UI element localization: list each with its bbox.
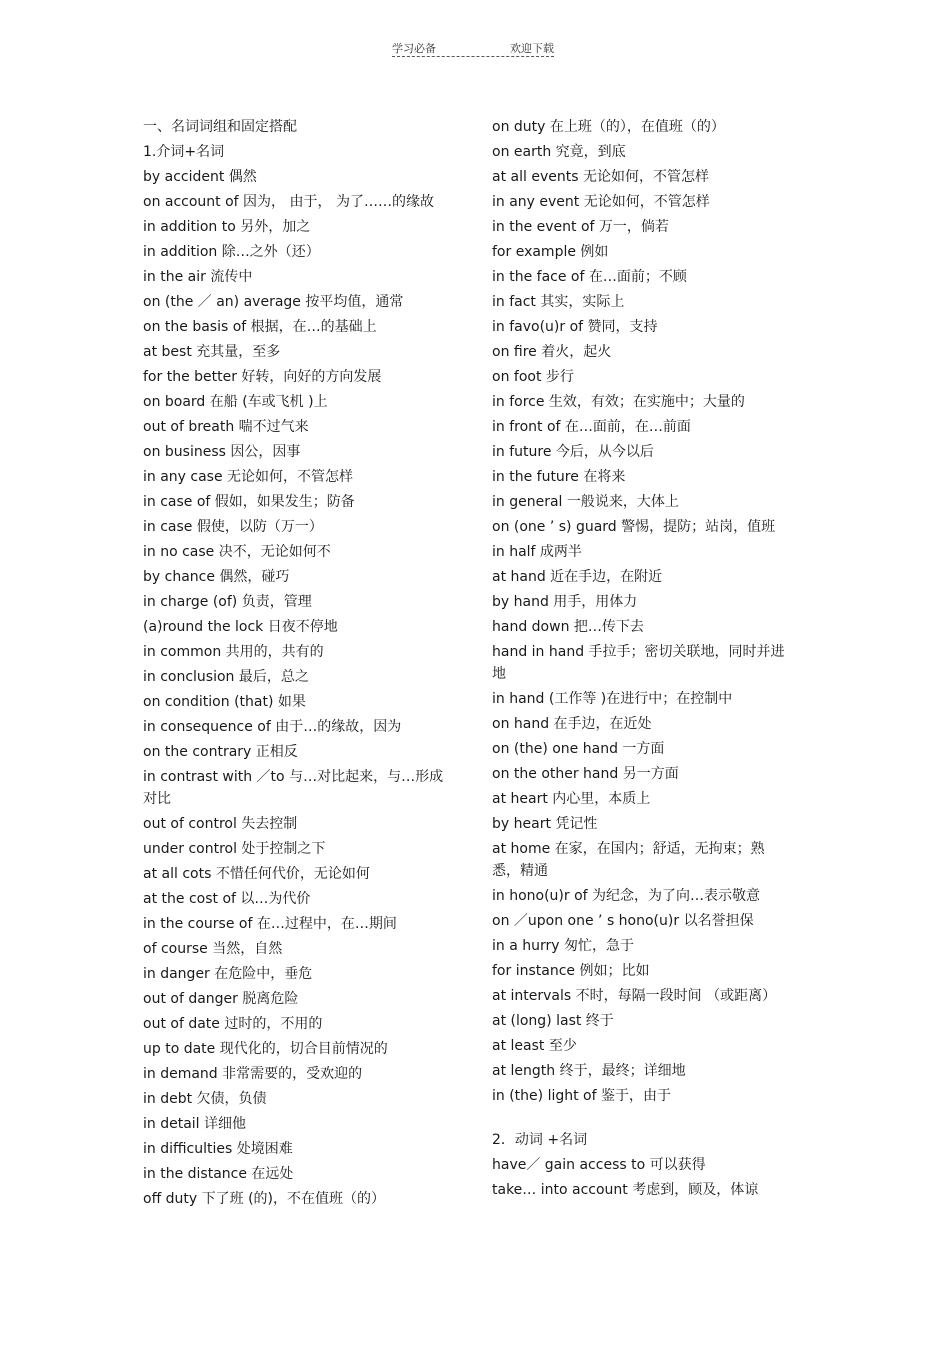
phrase-entry: up to date 现代化的，切合目前情况的 [143, 1041, 388, 1057]
phrase-entry: at all cots 不惜任何代价，无论如何 [143, 866, 370, 882]
phrase-entry: in any event 无论如何，不管怎样 [492, 194, 710, 210]
phrase-entry: at intervals 不时，每隔一段时间 （或距离） [492, 988, 777, 1004]
phrase-entry: at the cost of 以…为代价 [143, 891, 311, 907]
phrase-entry: out of date 过时的，不用的 [143, 1016, 323, 1032]
phrase-entry: have／ gain access to 可以获得 [492, 1157, 706, 1173]
phrase-entry: on duty 在上班（的），在值班（的） [492, 119, 725, 135]
phrase-entry: in future 今后，从今以后 [492, 444, 654, 460]
header-right-text: 欢迎下载 [510, 42, 554, 55]
phrase-entry: in the course of 在…过程中，在…期间 [143, 916, 397, 932]
phrase-entry: in the air 流传中 [143, 269, 253, 285]
phrase-entry: out of control 失去控制 [143, 816, 298, 832]
phrase-entry: on the basis of 根据，在…的基础上 [143, 319, 377, 335]
phrase-entry: hand down 把…传下去 [492, 619, 644, 635]
phrase-entry: on foot 步行 [492, 369, 574, 385]
phrase-entry: by chance 偶然，碰巧 [143, 569, 290, 585]
phrase-entry: for the better 好转，向好的方向发展 [143, 369, 382, 385]
phrase-entry: in hono(u)r of 为纪念，为了向…表示敬意 [492, 888, 761, 904]
phrase-entry: in common 共用的，共有的 [143, 644, 324, 660]
phrase-entry: by heart 凭记性 [492, 816, 598, 832]
phrase-entry: in consequence of 由于…的缘故，因为 [143, 719, 402, 735]
phrase-entry: in front of 在…面前，在…前面 [492, 419, 691, 435]
phrase-entry: at hand 近在手边，在附近 [492, 569, 663, 585]
left-column [143, 116, 453, 1213]
phrase-entry: for instance 例如；比如 [492, 963, 650, 979]
phrase-entry: in case 假使，以防（万一） [143, 519, 323, 535]
phrase-entry: out of danger 脱离危险 [143, 991, 299, 1007]
phrase-entry: by hand 用手，用体力 [492, 594, 638, 610]
phrase-entry: at (long) last 终于 [492, 1013, 614, 1029]
phrase-entry: in case of 假如，如果发生；防备 [143, 494, 355, 510]
phrase-entry: (a)round the lock 日夜不停地 [143, 619, 338, 635]
phrase-entry: 2．动词 +名词 [492, 1132, 588, 1148]
phrase-entry: on (the ／ an) average 按平均值，通常 [143, 294, 404, 310]
phrase-entry: in fact 其实，实际上 [492, 294, 625, 310]
phrase-entry: in debt 欠债，负债 [143, 1091, 267, 1107]
phrase-entry: in force 生效，有效；在实施中；大量的 [492, 394, 745, 410]
phrase-entry: of course 当然，自然 [143, 941, 283, 957]
phrase-entry: in (the) light of 鉴于，由于 [492, 1088, 671, 1104]
phrase-entry: off duty 下了班 (的)，不在值班（的） [143, 1191, 386, 1207]
phrase-entry: in the event of 万一，倘若 [492, 219, 669, 235]
phrase-entry: at heart 内心里，本质上 [492, 791, 651, 807]
page-header [392, 40, 554, 57]
phrase-entry: at least 至少 [492, 1038, 577, 1054]
phrase-entry: in the face of 在…面前；不顾 [492, 269, 687, 285]
phrase-entry: in demand 非常需要的，受欢迎的 [143, 1066, 363, 1082]
phrase-entry: in a hurry 匆忙，急于 [492, 938, 634, 954]
phrase-entry: in favo(u)r of 赞同，支持 [492, 319, 658, 335]
phrase-entry: hand in hand 手拉手；密切关联地，同时并进地 [492, 644, 785, 682]
phrase-entry: in half 成两半 [492, 544, 582, 560]
phrase-entry: in general 一般说来，大体上 [492, 494, 679, 510]
phrase-entry: in hand (工作等 )在进行中；在控制中 [492, 691, 733, 707]
phrase-entry: on the contrary 正相反 [143, 744, 298, 760]
phrase-entry: in addition to 另外，加之 [143, 219, 311, 235]
phrase-entry: out of breath 喘不过气来 [143, 419, 309, 435]
phrase-entry: on board 在船 (车或飞机 )上 [143, 394, 328, 410]
phrase-entry: on account of 因为， 由于， 为了……的缘故 [143, 194, 434, 210]
phrase-entry: 1.介词+名词 [143, 144, 225, 160]
phrase-entry: in the future 在将来 [492, 469, 626, 485]
phrase-entry: on (the) one hand 一方面 [492, 741, 665, 757]
phrase-entry: for example 例如 [492, 244, 609, 260]
phrase-entry: on the other hand 另一方面 [492, 766, 679, 782]
phrase-entry: in danger 在危险中，垂危 [143, 966, 313, 982]
phrase-entry: at home 在家，在国内；舒适，无拘束；熟悉，精通 [492, 841, 765, 879]
phrase-entry: at best 充其量，至多 [143, 344, 281, 360]
phrase-entry: in the distance 在远处 [143, 1166, 294, 1182]
phrase-entry: in difficulties 处境困难 [143, 1141, 293, 1157]
phrase-entry: in any case 无论如何，不管怎样 [143, 469, 354, 485]
phrase-entry: at all events 无论如何，不管怎样 [492, 169, 709, 185]
phrase-entry: in contrast with ／to 与…对比起来，与…形成对比 [143, 769, 444, 807]
phrase-entry: on fire 着火，起火 [492, 344, 612, 360]
right-column [492, 116, 792, 1204]
phrase-entry: on earth 究竟，到底 [492, 144, 626, 160]
phrase-entry: in detail 详细他 [143, 1116, 247, 1132]
phrase-entry: on (one ’ s) guard 警惕，提防；站岗，值班 [492, 519, 776, 535]
phrase-entry: in charge (of) 负责，管理 [143, 594, 312, 610]
phrase-entry: under control 处于控制之下 [143, 841, 326, 857]
phrase-entry: at length 终于，最终；详细地 [492, 1063, 686, 1079]
phrase-entry: 一、名词词组和固定搭配 [143, 119, 297, 135]
header-left-text: 学习必备 [392, 42, 436, 55]
phrase-entry: on condition (that) 如果 [143, 694, 306, 710]
phrase-entry: in no case 决不，无论如何不 [143, 544, 331, 560]
phrase-entry: take… into account 考虑到，顾及，体谅 [492, 1182, 759, 1198]
phrase-entry: in conclusion 最后，总之 [143, 669, 309, 685]
phrase-entry: by accident 偶然 [143, 169, 257, 185]
phrase-entry: on hand 在手边，在近处 [492, 716, 652, 732]
phrase-entry: on ／upon one ’ s hono(u)r 以名誉担保 [492, 913, 754, 929]
phrase-entry: in addition 除…之外（还） [143, 244, 320, 260]
phrase-entry: on business 因公，因事 [143, 444, 301, 460]
